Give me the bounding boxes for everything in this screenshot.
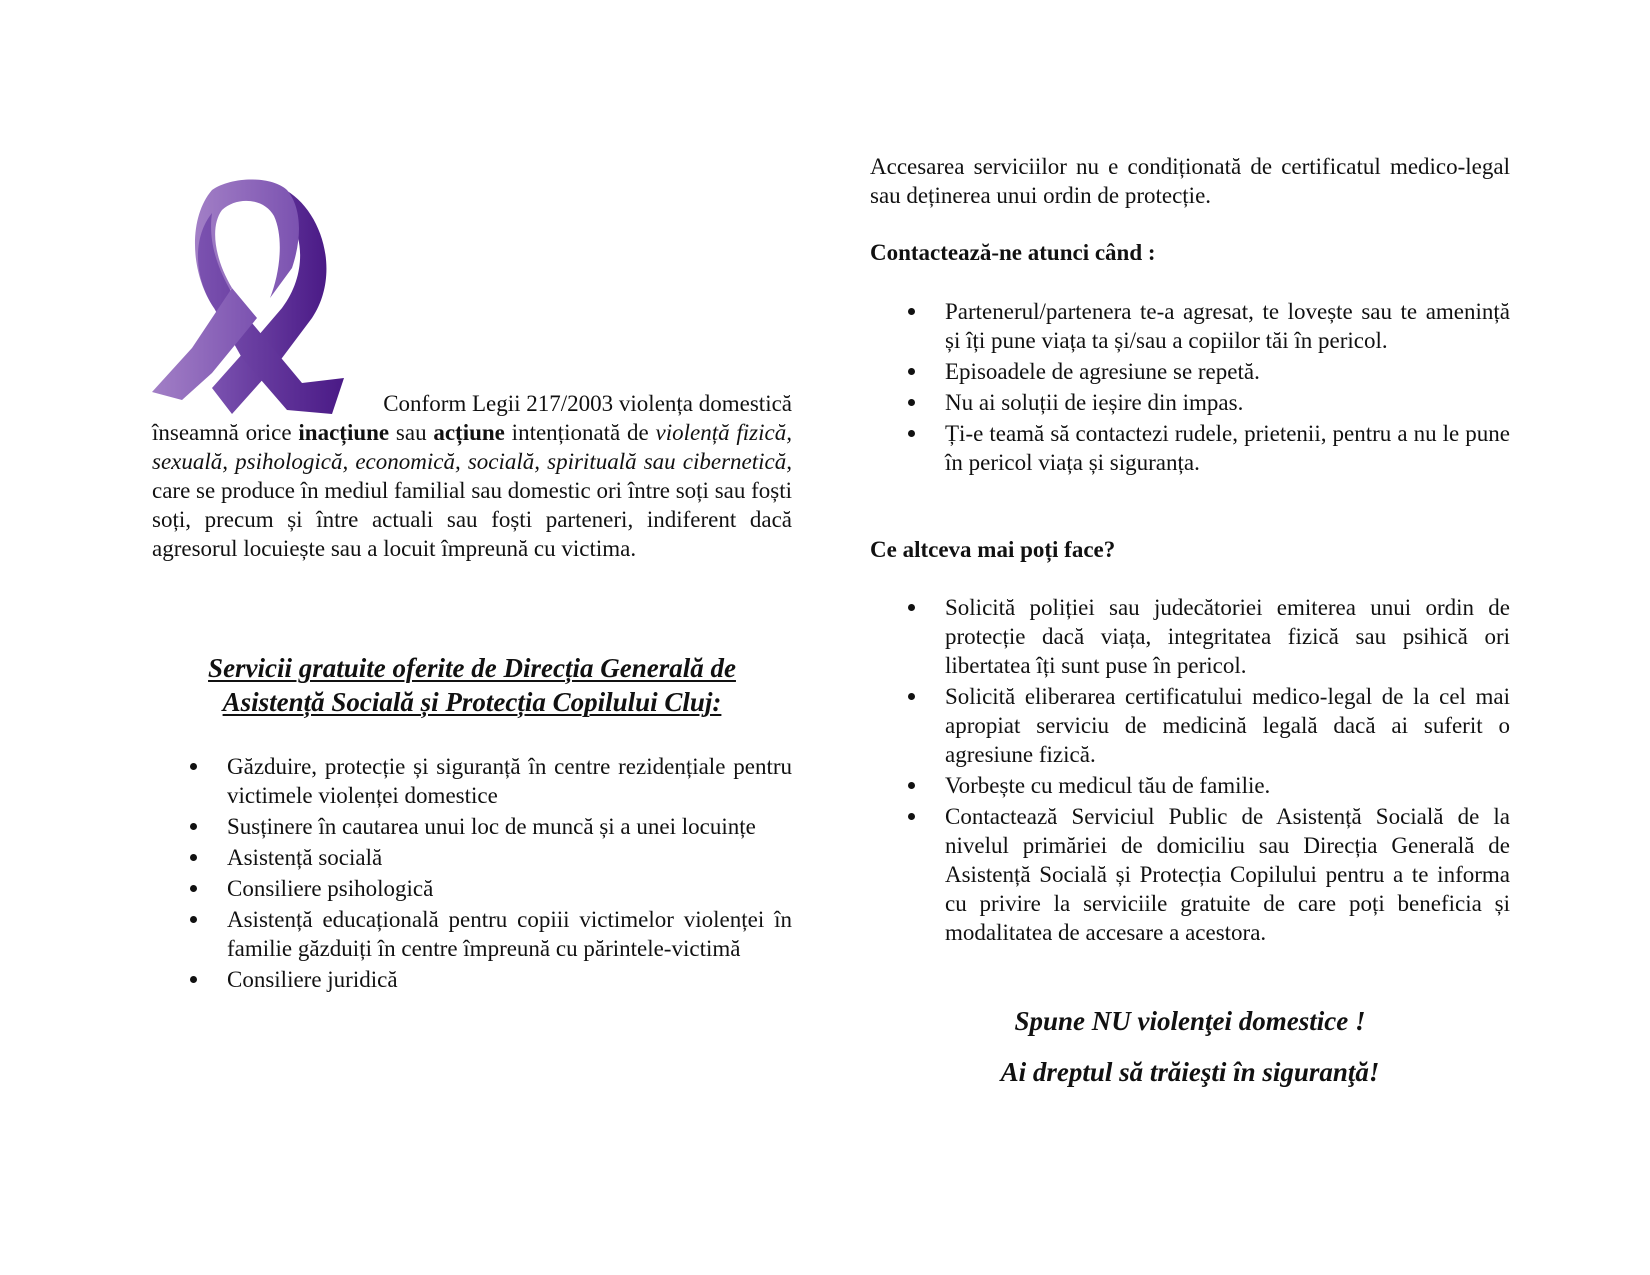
other-actions-list-item: Solicită poliției sau judecătoriei emiterea unui ordin de protecție dacă viața, integritatea fizică sau psihică ori libertatea îți sunt puse în pericol. xyxy=(870,593,1510,680)
services-list-item: Găzduire, protecție și siguranță în centre rezidențiale pentru victimele violenței domestice xyxy=(152,752,792,810)
other-actions-list-item: Solicită eliberarea certificatului medico-legal de la cel mai apropiat serviciu de medicină legală dacă ai suferit o agresiune fizică. xyxy=(870,682,1510,769)
other-actions-list-item: Vorbește cu medicul tău de familie. xyxy=(870,771,1510,800)
services-list xyxy=(152,752,792,996)
services-list-item: Susținere în cautarea unui loc de muncă și a unei locuințe xyxy=(152,812,792,841)
services-list-item: Asistență socială xyxy=(152,843,792,872)
other-actions-heading: Ce altceva mai poți face? xyxy=(870,537,1116,562)
intro-bold-action: acțiune xyxy=(433,420,505,445)
contact-list xyxy=(870,297,1510,479)
contact-list-item: Nu ai soluții de ieșire din impas. xyxy=(870,388,1510,417)
services-list-item: Asistență educațională pentru copiii victimelor violenței în familie găzduiți în centre împreună cu părintele-victimă xyxy=(152,905,792,963)
contact-list-item: Partenerul/partenera te-a agresat, te lovește sau te amenință și îți pune viața ta și/sau a copiilor tăi în pericol. xyxy=(870,297,1510,355)
services-title-line2: Asistență Socială și Protecția Copilului Cluj: xyxy=(222,687,722,717)
services-title xyxy=(152,651,792,719)
intro-paragraph xyxy=(152,389,792,563)
services-list-item: Consiliere psihologică xyxy=(152,874,792,903)
intro-bold-inaction: inacțiune xyxy=(298,420,390,445)
services-list-item: Consiliere juridică xyxy=(152,965,792,994)
slogan-line-1: Spune NU violenţei domestice ! xyxy=(1014,1006,1366,1036)
intro-text-1: înseamnă orice xyxy=(152,420,299,445)
intro-first-line: Conform Legii 217/2003 violența domestică xyxy=(383,391,792,416)
contact-heading: Contactează-ne atunci când : xyxy=(870,240,1156,265)
intro-text-4: care se produce în mediul familial sau domestic ori între soți sau foști soți, precum și între actuali sau foști parteneri, indiferent dacă agresorul locuiește sau a locuit împreună cu victima. xyxy=(152,478,792,561)
services-title-line1: Servicii gratuite oferite de Direcția Generală de xyxy=(208,653,736,683)
other-actions-list xyxy=(870,593,1510,949)
other-actions-list-item: Contactează Serviciul Public de Asistență Socială de la nivelul primăriei de domiciliu sau Direcția Generală de Asistență Socială și Protecția Copilului pentru a te informa cu privire la serviciile gratuite de care poți beneficia și modalitatea de accesare a acestora. xyxy=(870,802,1510,947)
purple-ribbon-icon xyxy=(152,178,344,414)
intro-text-3: intenționată de xyxy=(504,420,656,445)
intro-text-2: sau xyxy=(389,420,434,445)
access-paragraph: Accesarea serviciilor nu e condiționată de certificatul medico-legal sau deținerea unui ordin de protecție. xyxy=(870,154,1510,208)
contact-list-item: Ți-e teamă să contactezi rudele, prietenii, pentru a nu le pune în pericol viața și siguranța. xyxy=(870,419,1510,477)
contact-list-item: Episoadele de agresiune se repetă. xyxy=(870,357,1510,386)
intro-italic-violence-types: violență fizică, sexuală, psihologică, economică, socială, spirituală sau cibernetică, xyxy=(152,420,792,474)
slogan-line-2: Ai dreptul să trăieşti în siguranţă! xyxy=(1000,1057,1380,1087)
